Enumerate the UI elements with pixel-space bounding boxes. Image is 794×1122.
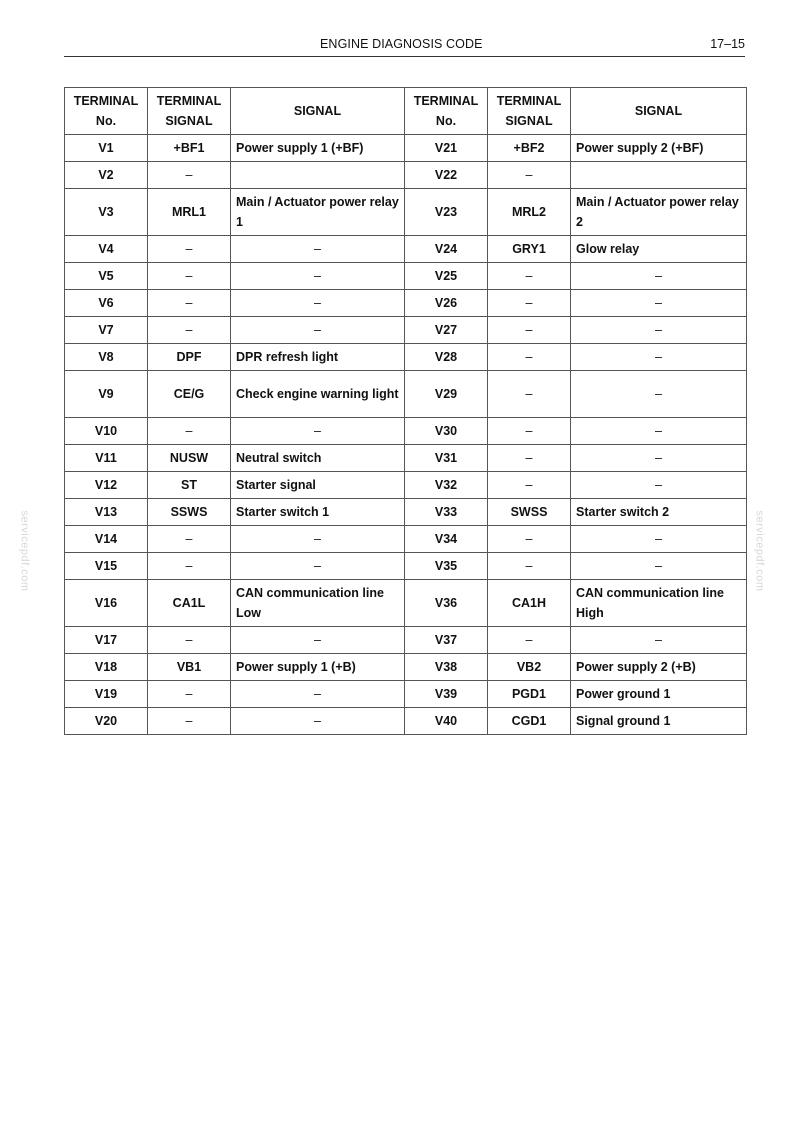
signal-description-cell: – — [231, 526, 405, 553]
terminal-no-cell: V1 — [65, 135, 148, 162]
signal-description-cell: Power supply 1 (+BF) — [231, 135, 405, 162]
table-row — [65, 499, 747, 526]
terminal-no-cell: V12 — [65, 472, 148, 499]
terminal-signal-cell: – — [148, 627, 231, 654]
signal-description-cell: Main / Actuator power relay 2 — [571, 189, 747, 236]
page-header — [64, 36, 745, 57]
terminal-no-cell: V26 — [405, 290, 488, 317]
terminal-signal-cell: CA1H — [488, 580, 571, 627]
table-row — [65, 135, 747, 162]
header-terminal-signal: TERMINAL SIGNAL — [148, 88, 231, 135]
header-terminal-no: TERMINAL No. — [65, 88, 148, 135]
terminal-no-cell: V28 — [405, 344, 488, 371]
signal-description-cell: Power ground 1 — [571, 681, 747, 708]
table-row — [65, 162, 747, 189]
terminal-no-cell: V8 — [65, 344, 148, 371]
table-row — [65, 526, 747, 553]
table-row — [65, 263, 747, 290]
terminal-signal-cell: – — [148, 317, 231, 344]
terminal-signal-cell: +BF1 — [148, 135, 231, 162]
signal-description-cell: – — [231, 236, 405, 263]
table-row — [65, 344, 747, 371]
terminal-no-cell: V24 — [405, 236, 488, 263]
terminal-no-cell: V35 — [405, 553, 488, 580]
terminal-no-cell: V20 — [65, 708, 148, 735]
terminal-no-cell: V14 — [65, 526, 148, 553]
watermark-left: servicepdf.com — [18, 510, 31, 592]
table-row — [65, 445, 747, 472]
terminal-no-cell: V10 — [65, 418, 148, 445]
terminal-signal-cell: – — [148, 526, 231, 553]
terminal-signal-cell: DPF — [148, 344, 231, 371]
terminal-no-cell: V18 — [65, 654, 148, 681]
terminal-no-cell: V36 — [405, 580, 488, 627]
signal-description-cell: – — [231, 553, 405, 580]
terminal-signal-cell: SSWS — [148, 499, 231, 526]
table-header-row — [65, 88, 747, 135]
terminal-signal-cell: – — [488, 445, 571, 472]
terminal-signal-cell: – — [488, 162, 571, 189]
terminal-signal-cell: VB1 — [148, 654, 231, 681]
terminal-no-cell: V16 — [65, 580, 148, 627]
terminal-no-cell: V15 — [65, 553, 148, 580]
table-row — [65, 654, 747, 681]
terminal-signal-cell: – — [488, 263, 571, 290]
terminal-signal-cell: – — [488, 472, 571, 499]
signal-description-cell: Glow relay — [571, 236, 747, 263]
table-row — [65, 627, 747, 654]
signal-description-cell: – — [571, 290, 747, 317]
terminal-no-cell: V40 — [405, 708, 488, 735]
terminal-no-cell: V11 — [65, 445, 148, 472]
terminal-signal-cell: – — [148, 236, 231, 263]
terminal-no-cell: V9 — [65, 371, 148, 418]
terminal-signal-cell: GRY1 — [488, 236, 571, 263]
signal-description-cell: Power supply 2 (+B) — [571, 654, 747, 681]
signal-description-cell: – — [571, 445, 747, 472]
signal-description-cell: Neutral switch — [231, 445, 405, 472]
terminal-signal-cell: – — [148, 681, 231, 708]
table-row — [65, 189, 747, 236]
terminal-signal-cell: CGD1 — [488, 708, 571, 735]
signal-description-cell: Power supply 1 (+B) — [231, 654, 405, 681]
terminal-signal-cell: – — [488, 371, 571, 418]
signal-description-cell: – — [231, 627, 405, 654]
terminal-signal-cell: – — [148, 162, 231, 189]
terminal-signal-cell: – — [148, 708, 231, 735]
terminal-signal-cell: CA1L — [148, 580, 231, 627]
table-row — [65, 236, 747, 263]
terminal-no-cell: V7 — [65, 317, 148, 344]
terminal-no-cell: V25 — [405, 263, 488, 290]
terminal-no-cell: V6 — [65, 290, 148, 317]
terminal-no-cell: V5 — [65, 263, 148, 290]
terminal-no-cell: V38 — [405, 654, 488, 681]
terminal-signal-cell: – — [488, 290, 571, 317]
signal-description-cell: Starter switch 2 — [571, 499, 747, 526]
terminal-no-cell: V23 — [405, 189, 488, 236]
terminal-signal-cell: MRL1 — [148, 189, 231, 236]
terminal-no-cell: V21 — [405, 135, 488, 162]
table-row — [65, 371, 747, 418]
terminal-no-cell: V4 — [65, 236, 148, 263]
signal-description-cell: – — [231, 681, 405, 708]
table-row — [65, 681, 747, 708]
page-title: ENGINE DIAGNOSIS CODE — [320, 37, 483, 51]
signal-description-cell: – — [571, 344, 747, 371]
signal-description-cell: Main / Actuator power relay 1 — [231, 189, 405, 236]
signal-description-cell: – — [231, 263, 405, 290]
terminal-no-cell: V33 — [405, 499, 488, 526]
signal-description-cell: – — [571, 317, 747, 344]
signal-description-cell: – — [231, 317, 405, 344]
header-signal-right: SIGNAL — [571, 88, 747, 135]
signal-description-cell: Starter switch 1 — [231, 499, 405, 526]
signal-description-cell — [571, 162, 747, 189]
terminal-no-cell: V34 — [405, 526, 488, 553]
terminal-no-cell: V37 — [405, 627, 488, 654]
signal-description-cell — [231, 162, 405, 189]
table-row — [65, 553, 747, 580]
signal-description-cell: CAN communication line Low — [231, 580, 405, 627]
terminal-no-cell: V27 — [405, 317, 488, 344]
signal-description-cell: Power supply 2 (+BF) — [571, 135, 747, 162]
signal-description-cell: CAN communication line High — [571, 580, 747, 627]
terminal-signal-cell: MRL2 — [488, 189, 571, 236]
table-row — [65, 708, 747, 735]
table-row — [65, 317, 747, 344]
terminal-no-cell: V2 — [65, 162, 148, 189]
terminal-signal-cell: – — [148, 418, 231, 445]
terminal-signal-cell: VB2 — [488, 654, 571, 681]
terminal-signal-cell: – — [148, 263, 231, 290]
terminal-signal-cell: – — [488, 553, 571, 580]
signal-description-cell: – — [571, 371, 747, 418]
terminal-no-cell: V30 — [405, 418, 488, 445]
terminal-signal-cell: – — [148, 290, 231, 317]
terminal-signal-cell: – — [148, 553, 231, 580]
signal-description-cell: – — [571, 418, 747, 445]
signal-description-cell: – — [571, 263, 747, 290]
table-row — [65, 290, 747, 317]
terminal-signal-cell: NUSW — [148, 445, 231, 472]
signal-description-cell: – — [231, 708, 405, 735]
terminal-signal-cell: – — [488, 526, 571, 553]
terminal-no-cell: V39 — [405, 681, 488, 708]
terminal-no-cell: V32 — [405, 472, 488, 499]
terminal-signal-cell: – — [488, 317, 571, 344]
terminal-no-cell: V19 — [65, 681, 148, 708]
signal-description-cell: – — [571, 472, 747, 499]
signal-description-cell: Signal ground 1 — [571, 708, 747, 735]
terminal-signal-cell: – — [488, 344, 571, 371]
header-signal: SIGNAL — [231, 88, 405, 135]
signal-description-cell: Check engine warning light — [231, 371, 405, 418]
terminal-signal-cell: – — [488, 418, 571, 445]
signal-description-cell: – — [231, 418, 405, 445]
terminal-table — [64, 87, 747, 735]
table-row — [65, 580, 747, 627]
terminal-signal-cell: +BF2 — [488, 135, 571, 162]
terminal-signal-cell: PGD1 — [488, 681, 571, 708]
terminal-signal-cell: ST — [148, 472, 231, 499]
terminal-no-cell: V22 — [405, 162, 488, 189]
page-number: 17–15 — [710, 37, 745, 51]
signal-description-cell: – — [571, 526, 747, 553]
signal-description-cell: DPR refresh light — [231, 344, 405, 371]
table-row — [65, 472, 747, 499]
terminal-signal-cell: – — [488, 627, 571, 654]
header-terminal-signal-right: TERMINAL SIGNAL — [488, 88, 571, 135]
terminal-signal-cell: SWSS — [488, 499, 571, 526]
table-row — [65, 418, 747, 445]
terminal-no-cell: V31 — [405, 445, 488, 472]
terminal-signal-cell: CE/G — [148, 371, 231, 418]
signal-description-cell: – — [231, 290, 405, 317]
terminal-no-cell: V29 — [405, 371, 488, 418]
signal-description-cell: – — [571, 627, 747, 654]
table-body — [65, 135, 747, 735]
terminal-no-cell: V17 — [65, 627, 148, 654]
signal-description-cell: – — [571, 553, 747, 580]
terminal-no-cell: V13 — [65, 499, 148, 526]
watermark-right: servicepdf.com — [753, 510, 766, 592]
signal-description-cell: Starter signal — [231, 472, 405, 499]
terminal-no-cell: V3 — [65, 189, 148, 236]
header-terminal-no-right: TERMINAL No. — [405, 88, 488, 135]
